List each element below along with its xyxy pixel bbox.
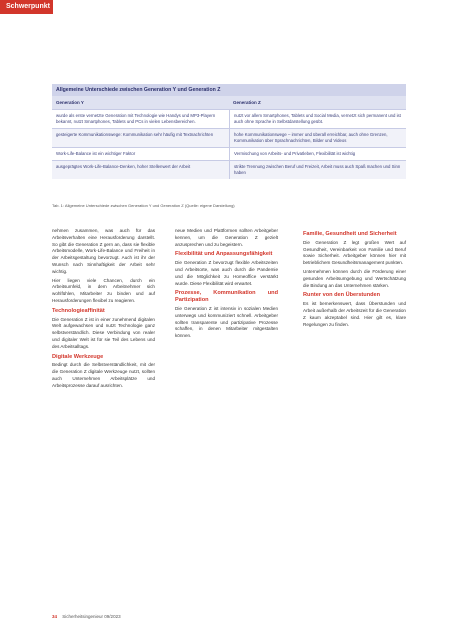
table-row bbox=[52, 109, 406, 128]
paragraph: Es ist bemerkenswert, dass Überstunden und Arbeit außerhalb der Arbeitszeit für die Generation Z kaum akzeptabel sind. Hier gilt es, klare Regelungen zu finden. bbox=[303, 301, 406, 327]
table-caption: Tab. 1: Allgemeine Unterschiede zwischen Generation Y und Generation Z (Quelle: eigene Darstellung) bbox=[52, 203, 235, 208]
section-label: Schwerpunkt bbox=[6, 3, 50, 10]
table-row bbox=[52, 160, 406, 179]
table-cell: Work-Life-Balance ist ein wichtiger Faktor bbox=[56, 151, 136, 156]
section-heading: Technologieaffinität bbox=[52, 307, 105, 314]
table-cell: gesteigerte Kommunikationswege: Kommunikation sehr häufig mit Textnachrichten bbox=[56, 132, 214, 137]
paragraph: neue Medien und Plattformen sollten Arbeitgeber kennen, um die Generation Z gezielt anzusprechen und zu begeistern. bbox=[175, 228, 278, 247]
table-row bbox=[52, 147, 406, 160]
text-column-3 bbox=[303, 228, 406, 330]
table-row bbox=[52, 128, 406, 147]
paragraph: Hier liegen viele Chancen, durch ein Arbeitsumfeld, in dem Arbeitnehmer sich wohlfühlen, Mitarbeiter zu binden und auf Herausforderungen flexibel zu reagieren. bbox=[52, 277, 155, 303]
section-tab bbox=[0, 0, 53, 14]
section-heading: Prozesse, Kommunikation und Partizipation bbox=[175, 290, 278, 304]
paragraph: Die Generation Z bevorzugt flexible Arbeitszeiten und Arbeitsorte, was auch durch die Pandemie und die Möglichkeit zu Homeoffice verstärkt wurde. Diese Flexibilität wird erwartet. bbox=[175, 260, 278, 286]
section-heading: Runter von den Überstunden bbox=[303, 292, 381, 299]
publication-name: Sicherheitsingenieur 09/2023 bbox=[62, 614, 121, 619]
paragraph: nehmen zusammen, was auch für das Arbeitsverhalten eine Herausforderung darstellt. So gibt die Generation Z gern an, dass sie flexible Arbeitsmodelle, Work-Life-Balance und Freiheit in der Arbeitsgestaltung bevorzugt. Auch ist ihr der Wunsch nach Sinnhaftigkeit der Arbeit sehr wichtig. bbox=[52, 228, 155, 274]
comparison-table bbox=[52, 84, 406, 179]
column-header-gen-z: Generation Z bbox=[233, 100, 261, 105]
table-cell: Vermischung von Arbeits- und Privatleben, Flexibilität ist wichtig bbox=[229, 148, 406, 160]
page-footer bbox=[52, 614, 121, 619]
column-header-gen-y: Generation Y bbox=[56, 100, 84, 105]
paragraph: Die Generation Z legt großen Wert auf Gesundheit, Vereinbarkeit von Familie und Beruf sowie Sicherheit. Arbeitgeber können hier mit betrieblichem Gesundheitsmanagement punkten. bbox=[303, 239, 406, 266]
page-number: 34 bbox=[52, 614, 58, 619]
text-column-2 bbox=[175, 228, 278, 342]
paragraph: Bedingt durch die Selbstverständlichkeit, mit der die Generation Z digitale Werkzeuge nutzt, sollten auch Unternehmen Arbeitsplätze und Arbeitsprozesse darauf ausrichten. bbox=[52, 362, 155, 388]
paragraph: Die Generation Z ist in einer zunehmend digitalen Welt aufgewachsen und nutzt Technologie ganz selbstverständlich. Diese Verbindung von realer und digitaler Welt ist für sie Teil des Lebens und des Arbeitsalltags. bbox=[52, 316, 155, 349]
text-column-1 bbox=[52, 228, 155, 392]
table-cell: ausgeprägtes Work-Life-Balance-Denken, hoher Stellenwert der Arbeit bbox=[56, 164, 191, 169]
section-heading: Digitale Werkzeuge bbox=[52, 353, 104, 360]
paragraph: Unternehmen können durch die Förderung einer gesunden Arbeitsumgebung und Wertschätzung die Bindung an das Unternehmen stärken. bbox=[303, 268, 406, 288]
table-cell: strikte Trennung zwischen Beruf und Freizeit, Arbeit muss auch Spaß machen und Sinn haben bbox=[229, 161, 406, 179]
table-title: Allgemeine Unterschiede zwischen Generation Y und Generation Z bbox=[52, 84, 406, 96]
table-header bbox=[52, 96, 406, 109]
paragraph: Die Generation Z ist intensiv in sozialen Medien unterwegs und kommuniziert schnell. Arbeitgeber sollten transparente und partizipative Prozesse schaffen, in denen Mitarbeiter mitgestalten können. bbox=[175, 305, 278, 339]
section-heading: Flexibilität und Anpassungsfähigkeit bbox=[175, 251, 273, 258]
table-cell: hohe Kommunikationswege – immer und überall erreichbar, auch ohne Grenzen, Kommunikation über Sprachnachrichten, Bilder und Videos bbox=[229, 129, 406, 147]
section-heading: Familie, Gesundheit und Sicherheit bbox=[303, 231, 397, 237]
table-cell: wurde als erste vernetzte Generation mit Technologie wie Handys und MP3-Playern bekannt, nutzt Smartphones, Tablets und PCs in vielen Lebensbereichen. bbox=[56, 113, 216, 124]
table-cell: nutzt vor allem Smartphones, Tablets und Social Media, vernetzt sich permanent und ist auch ohne Sprache in Selbstdarstellung geübt. bbox=[229, 110, 406, 128]
